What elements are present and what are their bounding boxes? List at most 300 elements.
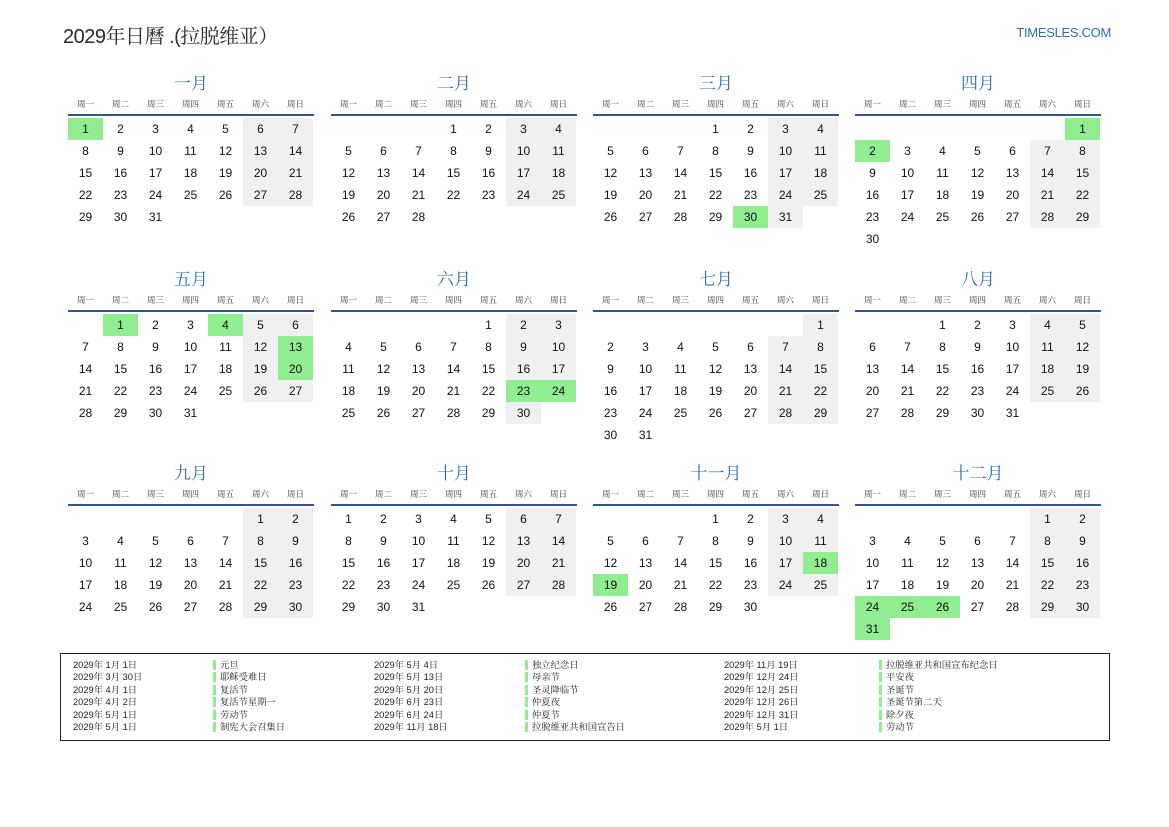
day-cell: 19 (341, 188, 356, 202)
day-cell: 23 (481, 188, 496, 202)
day-cell: 16 (743, 556, 758, 570)
empty-day-cell (436, 596, 471, 618)
empty-day-cell (803, 206, 838, 228)
month-block (331, 270, 577, 424)
day-cell: 26 (148, 600, 163, 614)
day-cell: 25 (541, 184, 576, 206)
day-cell: 2 (747, 512, 754, 526)
empty-day-cell (331, 118, 366, 140)
holiday-name: 圣诞节 (879, 684, 914, 696)
empty-day-cell (698, 424, 733, 446)
day-cell: 28 (1005, 600, 1020, 614)
holiday-row (724, 696, 998, 708)
day-cell: 25 (341, 406, 356, 420)
day-cell: 14 (446, 362, 461, 376)
day-cell: 6 (380, 144, 387, 158)
day-cell: 7 (450, 340, 457, 354)
empty-day-cell (925, 118, 960, 140)
weekday-label: 周三 (409, 489, 427, 499)
day-cell: 16 (376, 556, 391, 570)
day-cell: 10 (865, 556, 880, 570)
month-divider (593, 504, 839, 506)
day-cell: 13 (638, 556, 653, 570)
day-cell: 29 (78, 210, 93, 224)
empty-day-cell (1030, 228, 1065, 250)
day-cell: 1 (68, 118, 103, 140)
day-cell: 10 (541, 336, 576, 358)
holiday-name: 制宪大会召集日 (213, 721, 285, 733)
day-cell: 1 (712, 122, 719, 136)
day-cell: 2 (278, 508, 313, 530)
month-divider (68, 504, 314, 506)
day-cell: 6 (187, 534, 194, 548)
holiday-row (724, 709, 998, 721)
day-cell: 13 (865, 362, 880, 376)
day-cell: 25 (446, 578, 461, 592)
weekday-label: 周二 (111, 489, 129, 499)
day-cell: 31 (1005, 406, 1020, 420)
day-cell: 2 (506, 314, 541, 336)
day-cell: 8 (485, 340, 492, 354)
weekday-label: 周二 (111, 99, 129, 109)
day-cell: 17 (865, 578, 880, 592)
empty-day-cell (68, 508, 103, 530)
holiday-name: 独立纪念日 (525, 659, 579, 671)
day-cell: 2 (607, 340, 614, 354)
day-cell: 5 (712, 340, 719, 354)
day-cell: 18 (218, 362, 233, 376)
day-cell: 17 (506, 162, 541, 184)
day-cell: 20 (183, 578, 198, 592)
day-cell: 7 (904, 340, 911, 354)
weekday-label: 周四 (968, 489, 986, 499)
day-cell: 5 (485, 512, 492, 526)
holiday-name: 复活节 (213, 684, 248, 696)
empty-day-cell (366, 314, 401, 336)
day-cell: 24 (900, 210, 915, 224)
day-cell: 17 (768, 162, 803, 184)
day-cell: 26 (1065, 380, 1100, 402)
day-cell: 27 (411, 406, 426, 420)
day-cell: 21 (78, 384, 93, 398)
empty-day-cell (855, 118, 890, 140)
empty-day-cell (471, 596, 506, 618)
day-cell: 20 (411, 384, 426, 398)
day-cell: 20 (278, 358, 313, 380)
holiday-date: 2029年 12月 26日 (724, 697, 799, 708)
holiday-date: 2029年 5月 1日 (724, 721, 789, 732)
empty-day-cell (173, 206, 208, 228)
day-cell: 25 (890, 596, 925, 618)
empty-day-cell (890, 618, 925, 640)
day-cell: 20 (743, 384, 758, 398)
day-cell: 19 (243, 358, 278, 380)
day-cell: 22 (1030, 574, 1065, 596)
day-cell: 6 (415, 340, 422, 354)
day-cell: 19 (376, 384, 391, 398)
weekday-label: 周日 (286, 489, 304, 499)
holiday-date: 2029年 11月 18日 (374, 721, 448, 732)
weekday-label: 周六 (514, 489, 532, 499)
day-cell: 6 (243, 118, 278, 140)
holiday-date: 2029年 5月 1日 (73, 709, 138, 720)
month-divider (855, 114, 1101, 116)
weekday-label: 周四 (968, 99, 986, 109)
holiday-row (374, 671, 625, 683)
day-cell: 3 (82, 534, 89, 548)
day-cell: 5 (1065, 314, 1100, 336)
day-cell: 22 (341, 578, 356, 592)
holiday-date: 2029年 5月 1日 (73, 721, 138, 732)
day-cell: 6 (747, 340, 754, 354)
day-cell: 22 (113, 384, 128, 398)
month-block (331, 464, 577, 618)
day-cell: 13 (506, 530, 541, 552)
weekday-label: 周五 (741, 489, 759, 499)
day-cell: 19 (935, 578, 950, 592)
day-cell: 19 (1065, 358, 1100, 380)
day-cell: 17 (148, 166, 163, 180)
empty-day-cell (1030, 118, 1065, 140)
empty-day-cell (506, 596, 541, 618)
weekday-label: 周一 (863, 295, 881, 305)
day-cell: 14 (78, 362, 93, 376)
empty-day-cell (768, 596, 803, 618)
day-cell: 1 (712, 512, 719, 526)
holiday-date: 2029年 4月 1日 (73, 684, 138, 695)
day-cell: 26 (708, 406, 723, 420)
day-cell: 27 (183, 600, 198, 614)
day-cell: 13 (970, 556, 985, 570)
site-link[interactable]: TIMESLES.COM (1016, 25, 1111, 40)
empty-day-cell (243, 206, 278, 228)
weekday-label: 周二 (898, 489, 916, 499)
day-cell: 23 (1065, 574, 1100, 596)
month-divider (331, 504, 577, 506)
day-cell: 24 (638, 406, 653, 420)
day-cell: 3 (187, 318, 194, 332)
weekday-label: 周五 (741, 295, 759, 305)
weekday-label: 周三 (146, 489, 164, 499)
day-cell: 15 (113, 362, 128, 376)
day-cell: 9 (380, 534, 387, 548)
weekday-label: 周日 (286, 99, 304, 109)
weekday-label: 周一 (339, 489, 357, 499)
empty-day-cell (208, 206, 243, 228)
day-cell: 20 (970, 578, 985, 592)
empty-day-cell (471, 206, 506, 228)
empty-day-cell (1065, 618, 1100, 640)
day-cell: 22 (243, 574, 278, 596)
empty-day-cell (628, 314, 663, 336)
day-cell: 24 (148, 188, 163, 202)
day-cell: 9 (747, 144, 754, 158)
holiday-row (724, 671, 998, 683)
holiday-date: 2029年 5月 20日 (374, 684, 444, 695)
day-cell: 5 (380, 340, 387, 354)
holiday-row (374, 709, 625, 721)
day-cell: 24 (506, 184, 541, 206)
day-cell: 30 (970, 406, 985, 420)
holiday-row (374, 721, 625, 733)
day-cell: 29 (935, 406, 950, 420)
day-cell: 1 (485, 318, 492, 332)
empty-day-cell (541, 402, 576, 424)
day-cell: 21 (1030, 184, 1065, 206)
day-cell: 10 (183, 340, 198, 354)
empty-day-cell (173, 508, 208, 530)
weekday-header (593, 291, 839, 310)
holiday-date: 2029年 1月 1日 (73, 660, 138, 670)
holiday-date: 2029年 11月 19日 (724, 660, 798, 670)
weekday-header (68, 485, 314, 504)
day-cell: 12 (603, 556, 618, 570)
day-cell: 20 (865, 384, 880, 398)
day-cell: 8 (712, 144, 719, 158)
month-block (855, 464, 1101, 640)
weekday-label: 周六 (776, 295, 794, 305)
day-cell: 8 (345, 534, 352, 548)
day-cell: 30 (743, 600, 758, 614)
weekday-header (855, 485, 1101, 504)
day-cell: 15 (935, 362, 950, 376)
day-cell: 26 (925, 596, 960, 618)
weekday-label: 周日 (811, 99, 829, 109)
weekday-header (331, 485, 577, 504)
weekday-label: 周三 (146, 295, 164, 305)
holiday-name: 复活节星期一 (213, 696, 276, 708)
day-cell: 13 (376, 166, 391, 180)
day-cell: 16 (481, 166, 496, 180)
weekday-label: 周四 (444, 295, 462, 305)
day-cell: 24 (183, 384, 198, 398)
day-cell: 18 (803, 162, 838, 184)
day-cell: 11 (447, 534, 460, 548)
empty-day-cell (925, 228, 960, 250)
day-cell: 26 (376, 406, 391, 420)
holiday-name: 拉脱维亚共和国宣布纪念日 (879, 659, 998, 671)
day-cell: 31 (638, 428, 653, 442)
day-cell: 6 (506, 508, 541, 530)
month-divider (593, 114, 839, 116)
day-cell: 10 (1005, 340, 1020, 354)
weekday-label: 周二 (636, 99, 654, 109)
day-cell: 12 (376, 362, 391, 376)
day-cell: 29 (708, 600, 723, 614)
day-cell: 14 (218, 556, 233, 570)
day-cell: 24 (768, 184, 803, 206)
holiday-name: 仲夏节 (525, 709, 560, 721)
day-cell: 16 (278, 552, 313, 574)
day-cell: 19 (970, 188, 985, 202)
empty-day-cell (506, 206, 541, 228)
day-cell: 6 (1009, 144, 1016, 158)
holiday-date: 2029年 3月 30日 (73, 672, 143, 683)
day-cell: 21 (411, 188, 426, 202)
empty-day-cell (243, 402, 278, 424)
day-cell: 4 (345, 340, 352, 354)
holiday-row (724, 684, 998, 696)
day-cell: 18 (341, 384, 356, 398)
holiday-date: 2029年 6月 24日 (374, 709, 444, 720)
day-cell: 24 (855, 596, 890, 618)
day-cell: 22 (708, 188, 723, 202)
day-cell: 9 (506, 336, 541, 358)
day-cell: 14 (900, 362, 915, 376)
day-cell: 21 (768, 380, 803, 402)
day-cell: 15 (1065, 162, 1100, 184)
day-cell: 1 (103, 314, 138, 336)
day-cell: 18 (1030, 358, 1065, 380)
day-cell: 5 (152, 534, 159, 548)
day-cell: 5 (222, 122, 229, 136)
day-cell: 16 (603, 384, 618, 398)
day-grid (855, 314, 1101, 424)
day-cell: 12 (148, 556, 163, 570)
day-cell: 14 (278, 140, 313, 162)
day-cell: 10 (638, 362, 653, 376)
day-cell: 24 (768, 574, 803, 596)
weekday-label: 周五 (216, 295, 234, 305)
day-cell: 31 (855, 618, 890, 640)
day-cell: 28 (900, 406, 915, 420)
day-cell: 23 (970, 384, 985, 398)
holiday-row (374, 684, 625, 696)
day-cell: 1 (1065, 118, 1100, 140)
day-cell: 30 (603, 428, 618, 442)
weekday-label: 周六 (251, 295, 269, 305)
weekday-header (331, 291, 577, 310)
day-cell: 27 (278, 380, 313, 402)
holiday-column-2 (374, 659, 625, 733)
empty-day-cell (803, 596, 838, 618)
day-cell: 19 (708, 384, 723, 398)
day-cell: 4 (1030, 314, 1065, 336)
weekday-label: 周五 (479, 295, 497, 305)
day-cell: 30 (865, 232, 880, 246)
day-cell: 13 (743, 362, 758, 376)
weekday-label: 周二 (374, 295, 392, 305)
day-cell: 25 (935, 210, 950, 224)
weekday-label: 周二 (898, 99, 916, 109)
weekday-label: 周五 (741, 99, 759, 109)
day-cell: 28 (446, 406, 461, 420)
day-cell: 10 (768, 530, 803, 552)
holiday-row (73, 684, 285, 696)
month-divider (855, 310, 1101, 312)
day-cell: 1 (450, 122, 457, 136)
day-cell: 11 (184, 144, 197, 158)
weekday-label: 周三 (933, 295, 951, 305)
day-cell: 22 (803, 380, 838, 402)
day-cell: 10 (148, 144, 163, 158)
empty-day-cell (278, 206, 313, 228)
day-cell: 12 (243, 336, 278, 358)
month-name: 七月 (699, 270, 733, 289)
day-cell: 9 (869, 166, 876, 180)
day-cell: 21 (218, 578, 233, 592)
page-title: 2029年日曆 .(拉脱维亚） (63, 26, 278, 48)
day-cell: 9 (278, 530, 313, 552)
month-name: 三月 (699, 74, 733, 93)
weekday-header (855, 95, 1101, 114)
weekday-label: 周五 (1003, 489, 1021, 499)
day-grid (855, 508, 1101, 640)
day-cell: 30 (278, 596, 313, 618)
weekday-header (855, 291, 1101, 310)
day-cell: 29 (1030, 596, 1065, 618)
empty-day-cell (366, 118, 401, 140)
day-cell: 11 (219, 340, 232, 354)
empty-day-cell (890, 314, 925, 336)
day-cell: 28 (673, 210, 688, 224)
empty-day-cell (890, 118, 925, 140)
holiday-date: 2029年 12月 25日 (724, 684, 799, 695)
day-cell: 10 (900, 166, 915, 180)
holiday-row (73, 671, 285, 683)
day-cell: 4 (117, 534, 124, 548)
day-cell: 29 (481, 406, 496, 420)
month-name: 十一月 (690, 464, 742, 483)
holiday-date: 2029年 12月 31日 (724, 709, 799, 720)
day-cell: 13 (411, 362, 426, 376)
month-name: 一月 (174, 74, 208, 93)
day-cell: 3 (541, 314, 576, 336)
day-cell: 1 (243, 508, 278, 530)
day-cell: 7 (1009, 534, 1016, 548)
day-cell: 17 (411, 556, 426, 570)
day-cell: 28 (278, 184, 313, 206)
weekday-label: 周五 (216, 99, 234, 109)
empty-day-cell (803, 424, 838, 446)
day-cell: 2 (747, 122, 754, 136)
holiday-row (374, 659, 625, 671)
weekday-label: 周日 (286, 295, 304, 305)
weekday-label: 周六 (514, 295, 532, 305)
holiday-name: 劳动节 (213, 709, 248, 721)
weekday-label: 周二 (374, 489, 392, 499)
day-cell: 12 (970, 166, 985, 180)
holiday-name: 除夕夜 (879, 709, 914, 721)
day-cell: 16 (865, 188, 880, 202)
day-cell: 25 (673, 406, 688, 420)
day-cell: 20 (638, 578, 653, 592)
weekday-label: 周四 (706, 99, 724, 109)
day-cell: 23 (278, 574, 313, 596)
day-cell: 24 (411, 578, 426, 592)
holiday-name: 拉脱维亚共和国宣告日 (525, 721, 625, 733)
day-cell: 19 (603, 188, 618, 202)
day-cell: 31 (411, 600, 426, 614)
day-cell: 16 (1065, 552, 1100, 574)
empty-day-cell (541, 596, 576, 618)
day-cell: 30 (1065, 596, 1100, 618)
day-cell: 24 (541, 380, 576, 402)
day-cell: 12 (341, 166, 356, 180)
day-cell: 17 (1005, 362, 1020, 376)
month-block (855, 270, 1101, 424)
day-cell: 22 (935, 384, 950, 398)
month-name: 八月 (961, 270, 995, 289)
day-cell: 27 (970, 600, 985, 614)
day-cell: 1 (1030, 508, 1065, 530)
weekday-label: 周六 (1038, 99, 1056, 109)
empty-day-cell (436, 314, 471, 336)
month-name: 九月 (174, 464, 208, 483)
month-name: 十月 (437, 464, 471, 483)
month-divider (331, 310, 577, 312)
day-cell: 9 (607, 362, 614, 376)
